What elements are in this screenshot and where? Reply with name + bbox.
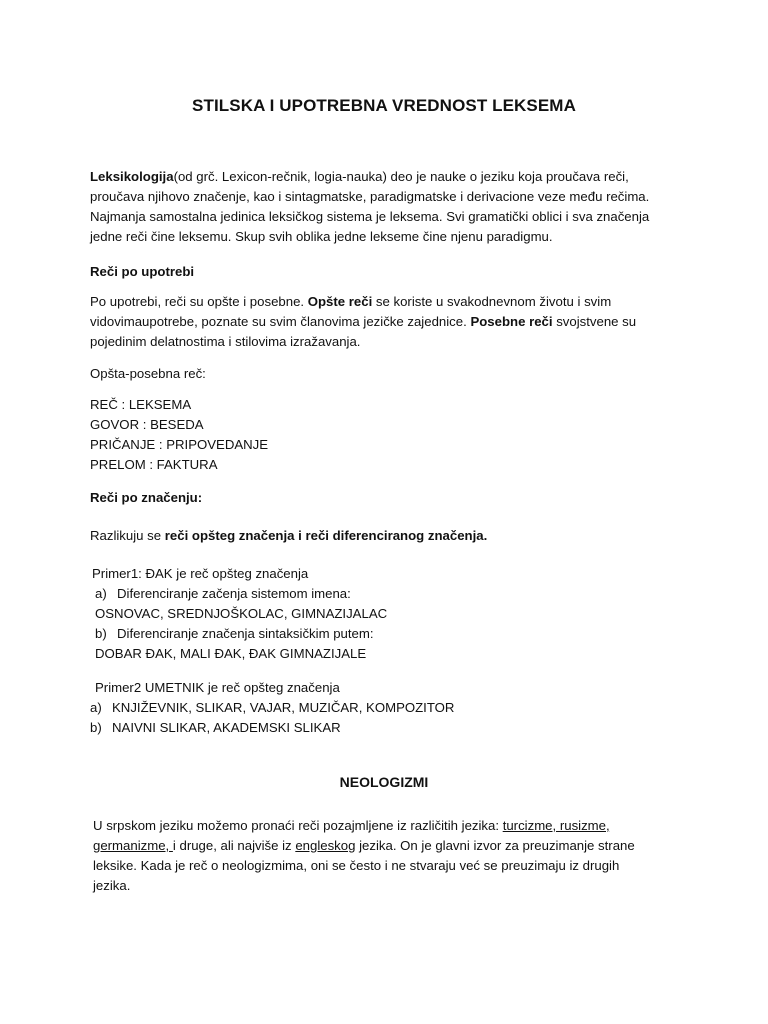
intro-line-1-text: (od grč. Lexicon-rečnik, logia-nauka) deo je nauke o jeziku koja proučava reči, <box>173 169 629 184</box>
intro-term: Leksikologija <box>90 169 174 184</box>
intro-line-3: Najmanja samostalna jedinica leksičkog sistema je leksema. Svi gramatički oblici i sva značenja <box>90 209 650 224</box>
intro-line-1 <box>90 167 680 187</box>
usage-line-1 <box>90 292 680 312</box>
usage-line-3: pojedinim delatnostima i stilovima izražavanja. <box>90 334 361 349</box>
page-title: STILSKA I UPOTREBNA VREDNOST LEKSEMA <box>192 96 576 115</box>
usage-line-2-b: svojstvene su <box>552 314 637 329</box>
usage-line-2-a: vidovimaupotrebe, poznate su svim članovima jezičke zajednice. <box>90 314 471 329</box>
neologisms-line-1-text: U srpskom jeziku možemo pronaći reči pozajmljene iz različitih jezika: <box>93 818 503 833</box>
neologisms-underlined-3: engleskog <box>295 838 356 853</box>
intro-line-4: jedne reči čine leksemu. Skup svih oblika jedne lekseme čine njenu paradigmu. <box>90 229 553 244</box>
pair-item: PRIČANJE : PRIPOVEDANJE <box>90 437 269 452</box>
list-marker: b) <box>95 626 107 641</box>
list-text: KNJIŽEVNIK, SLIKAR, VAJAR, MUZIČAR, KOMPOZITOR <box>112 700 455 715</box>
list-marker: a) <box>90 700 102 715</box>
usage-line-2 <box>90 312 680 332</box>
intro-paragraph <box>90 167 680 247</box>
example-2-item-a <box>90 698 685 718</box>
example-1 <box>92 564 682 664</box>
pair-item: PRELOM : FAKTURA <box>90 457 218 472</box>
neologisms-line-2-rest: jezika. On je glavni izvor za preuzimanje strane <box>355 838 635 853</box>
pairs-label: Opšta-posebna reč: <box>90 366 206 381</box>
example-1-values-b: DOBAR ĐAK, MALI ĐAK, ĐAK GIMNAZIJALE <box>95 646 367 661</box>
list-text: Diferenciranje začenja sistemom imena: <box>117 586 351 601</box>
usage-term-special: Posebne reči <box>470 314 553 329</box>
list-text: NAIVNI SLIKAR, AKADEMSKI SLIKAR <box>112 720 341 735</box>
neologisms-underlined-1: turcizme, rusizme, <box>502 818 610 833</box>
example-1-item-b <box>92 624 682 644</box>
meaning-distinguish-pre: Razlikuju se <box>90 528 165 543</box>
neologisms-heading: NEOLOGIZMI <box>339 774 429 790</box>
list-marker: a) <box>95 586 107 601</box>
intro-line-2: proučava njihovo značenje, kao i sintagmatske, paradigmatske i derivacione veze među rečima. <box>90 189 650 204</box>
neologisms-line-2 <box>93 836 683 856</box>
pair-item: GOVOR : BESEDA <box>90 417 204 432</box>
neologisms-underlined-2: germanizme, <box>93 838 173 853</box>
neologisms-line-3: leksike. Kada je reč o neologizmima, oni se često i ne stvaraju već se preuzimaju iz drugih <box>93 858 620 873</box>
meaning-distinguish-bold: reči opšteg značenja i reči diferenciranog značenja. <box>164 528 488 543</box>
example-2-item-b <box>90 718 685 738</box>
list-marker: b) <box>90 720 102 735</box>
neologisms-line-2-mid: i druge, ali najviše iz <box>172 838 296 853</box>
usage-line-1-b: se koriste u svakodnevnom životu i svim <box>372 294 612 309</box>
example-2 <box>90 678 685 738</box>
pair-item: REČ : LEKSEMA <box>90 397 192 412</box>
pairs-list <box>90 395 680 475</box>
usage-heading: Reči po upotrebi <box>90 264 195 279</box>
neologisms-line-4: jezika. <box>93 878 131 893</box>
usage-line-1-a: Po upotrebi, reči su opšte i posebne. <box>90 294 308 309</box>
example-2-title: Primer2 UMETNIK je reč opšteg značenja <box>95 680 340 695</box>
meaning-heading: Reči po značenju: <box>90 490 203 505</box>
neologisms-line-1 <box>93 816 683 836</box>
usage-paragraph <box>90 292 680 352</box>
example-1-title: Primer1: ĐAK je reč opšteg značenja <box>92 566 309 581</box>
usage-term-general: Opšte reči <box>307 294 373 309</box>
meaning-distinguish <box>90 526 680 546</box>
list-text: Diferenciranje značenja sintaksičkim putem: <box>117 626 374 641</box>
neologisms-paragraph <box>93 816 683 896</box>
example-1-values-a: OSNOVAC, SREDNJOŠKOLAC, GIMNAZIJALAC <box>95 606 388 621</box>
example-1-item-a <box>92 584 682 604</box>
